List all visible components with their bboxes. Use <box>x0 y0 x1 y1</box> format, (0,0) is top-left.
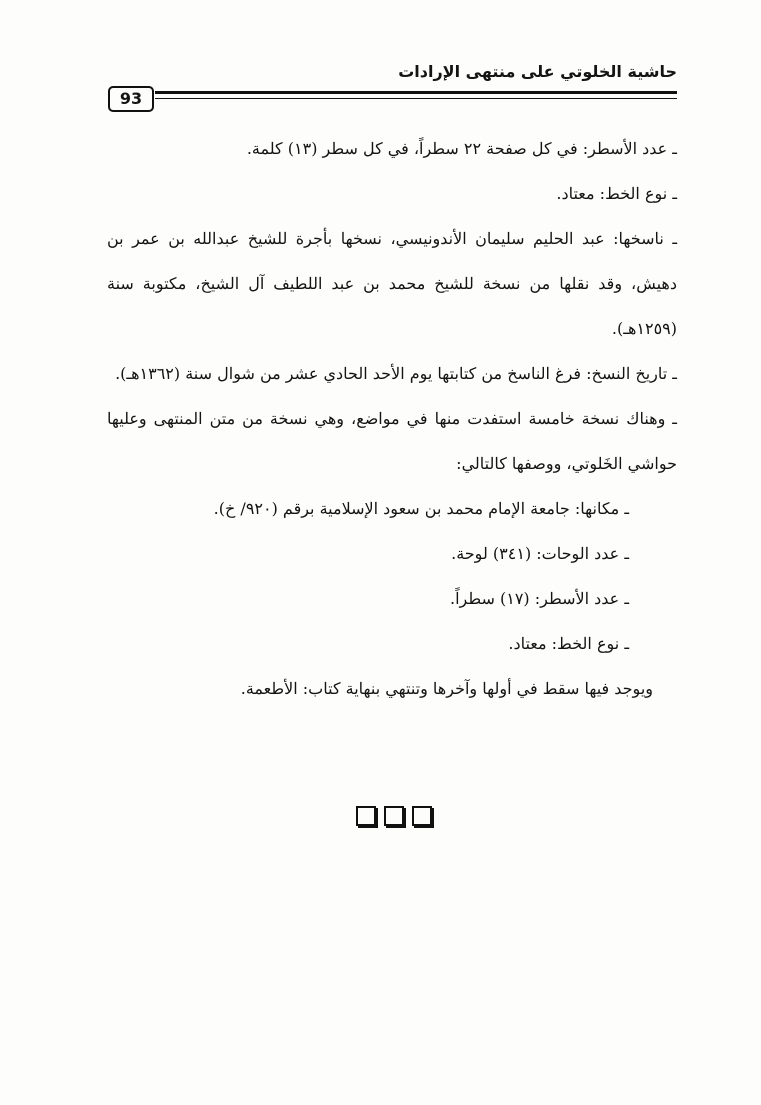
header-rule <box>155 91 677 99</box>
ornament-square-icon <box>356 806 376 826</box>
paragraph-copy-date: ـ تاريخ النسخ: فرغ الناسخ من كتابتها يوم الأحد الحادي عشر من شوال سنة (١٣٦٢هـ). <box>115 364 677 383</box>
section-end-ornament <box>356 806 432 826</box>
paragraph-fifth-copy: ـ وهناك نسخة خامسة استفدت منها في مواضع، وهي نسخة من متن المنتهى وعليها حواشي الخَلوتي، ووصفها كالتالي: <box>107 409 677 473</box>
body-text <box>107 126 677 711</box>
paragraph-script-type: ـ نوع الخط: معتاد. <box>556 184 677 203</box>
list-item-location: ـ مكانها: جامعة الإمام محمد بن سعود الإسلامية برقم (٩٢٠/ خ). <box>213 499 629 518</box>
page-number: 93 <box>108 86 154 112</box>
list-item-folios: ـ عدد الوحات: (٣٤١) لوحة. <box>451 544 629 563</box>
closing-note: ويوجد فيها سقط في أولها وآخرها وتنتهي بنهاية كتاب: الأطعمة. <box>240 679 653 698</box>
list-item-script: ـ نوع الخط: معتاد. <box>508 634 629 653</box>
paragraph-lines-count: ـ عدد الأسطر: في كل صفحة ٢٢ سطراً، في كل سطر (١٣) كلمة. <box>246 139 677 158</box>
paragraph-copyist: ـ ناسخها: عبد الحليم سليمان الأندونيسي، نسخها بأجرة للشيخ عبدالله بن عمر بن دهيش، وقد نقلها من نسخة للشيخ محمد بن عبد اللطيف آل الشيخ، مكتوبة سنة (١٢٥٩هـ). <box>107 229 677 338</box>
ornament-square-icon <box>412 806 432 826</box>
ornament-square-icon <box>384 806 404 826</box>
running-title: حاشية الخلوتي على منتهى الإرادات <box>398 62 677 81</box>
list-item-lines: ـ عدد الأسطر: (١٧) سطراً. <box>450 589 629 608</box>
